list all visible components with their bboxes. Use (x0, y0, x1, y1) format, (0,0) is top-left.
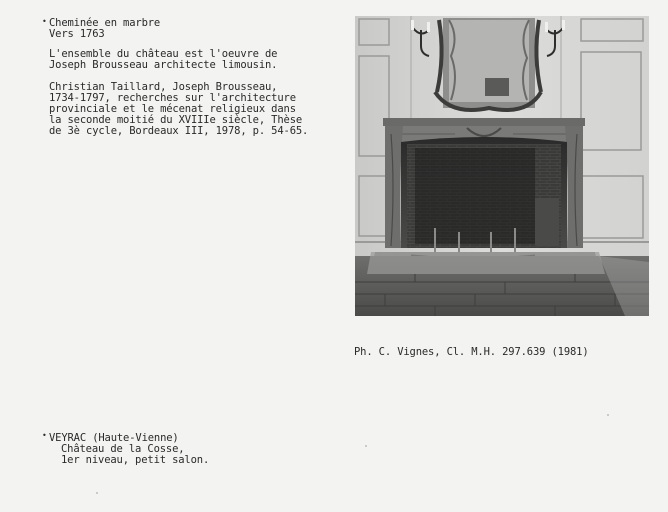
reference-line: 1734-1797, recherches sur l'architecture (49, 92, 296, 104)
paper-speck (96, 492, 98, 494)
location-line: VEYRAC (Haute-Vienne) (49, 432, 179, 444)
paper-speck (607, 414, 609, 416)
bullet-marker: • (42, 431, 47, 440)
reference-line: la seconde moitié du XVIIIe siècle, Thèse (49, 114, 303, 126)
location-line: Château de la Cosse, (61, 443, 185, 455)
fireplace-photo (355, 16, 649, 316)
attribution-line: Joseph Brousseau architecte limousin. (49, 59, 278, 71)
photo-credit: Ph. C. Vignes, Cl. M.H. 297.639 (1981) (354, 346, 589, 358)
reference-line: Christian Taillard, Joseph Brousseau, (49, 81, 278, 93)
attribution-line: L'ensemble du château est l'oeuvre de (49, 48, 278, 60)
location-line: 1er niveau, petit salon. (61, 454, 210, 466)
title-line: Cheminée en marbre (49, 17, 161, 29)
bullet-marker: • (42, 17, 47, 26)
paper-speck (365, 445, 367, 447)
date-line: Vers 1763 (49, 28, 105, 40)
reference-line: provinciale et le mécenat religieux dans (49, 103, 296, 115)
reference-line: de 3è cycle, Bordeaux III, 1978, p. 54-65. (49, 125, 309, 137)
